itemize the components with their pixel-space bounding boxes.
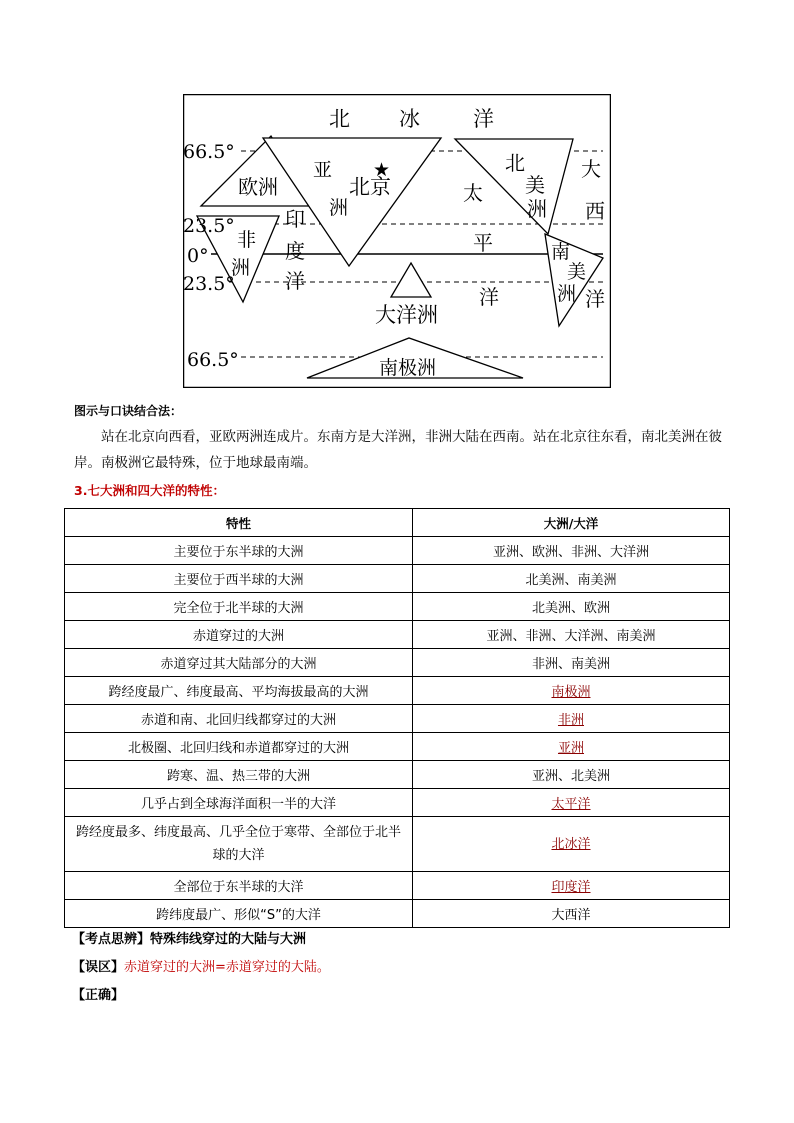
zhengque-tag: 【正确】 [72,988,125,1003]
features-table [64,508,730,928]
feature-cell: 赤道穿过其大陆部分的大洲 [65,649,413,677]
header-feature: 特性 [65,509,413,537]
beijing-label: 北京 [349,175,391,199]
star-icon: ★ [373,159,391,181]
asia-label-1: 亚 [313,159,333,181]
antarctica-label: 南极洲 [379,357,437,379]
feature-cell: 北极圈、北回归线和赤道都穿过的大洲 [65,733,413,761]
lat-label-66n: 66.5° [183,141,235,163]
table-row [65,593,730,621]
answer-cell [413,789,730,817]
method-text: 站在北京向西看，亚欧两洲连成片。东南方是大洋洲，非洲大陆在西南。站在北京往东看，南北美洲在彼岸。南极洲它最特殊，位于地球最南端。 [74,429,722,471]
arctic-ocean-label-1: 北 [329,107,350,131]
north-america-label-2: 美 [525,173,545,197]
pacific-label-2: 平 [473,231,493,255]
lat-label-23s: 23.5° [183,273,235,295]
south-america-label-2: 美 [567,261,587,283]
north-america-label-3: 洲 [527,197,547,221]
feature-cell: 全部位于东半球的大洋 [65,872,413,900]
africa-label-1: 非 [237,229,257,251]
answer-text: 北冰洋 [551,836,591,852]
lat-label-0: 0° [187,245,209,267]
answer-cell: 亚洲、北美洲 [413,761,730,789]
table-header-row [65,509,730,537]
south-america-label-1: 南 [551,241,571,263]
answer-text: 南极洲 [551,685,591,700]
oceania-shape [391,263,431,297]
table-row [65,705,730,733]
table-row [65,733,730,761]
table-row [65,677,730,705]
lat-label-23n: 23.5° [183,215,235,237]
feature-cell: 完全位于北半球的大洲 [65,593,413,621]
answer-text: 太平洋 [551,797,591,812]
feature-cell: 主要位于东半球的大洲 [65,537,413,565]
feature-cell: 几乎占到全球海洋面积一半的大洋 [65,789,413,817]
answer-cell [413,872,730,900]
africa-label-2: 洲 [231,257,251,279]
answer-cell [413,705,730,733]
table-row [65,565,730,593]
atlantic-label-3: 洋 [585,287,605,311]
section-title: 3.七大洲和四大洋的特性： [74,483,225,498]
table-row [65,817,730,872]
feature-cell: 赤道穿过的大洲 [65,621,413,649]
table-row [65,537,730,565]
table-row [65,872,730,900]
feature-cell: 跨寒、温、热三带的大洲 [65,761,413,789]
answer-cell [413,733,730,761]
atlantic-label-1: 大 [581,157,601,181]
answer-text: 亚洲 [557,741,584,756]
south-america-label-3: 洲 [557,283,577,305]
lat-label-66s: 66.5° [187,349,239,371]
europe-label: 欧洲 [238,175,278,199]
north-america-label-1: 北 [505,151,525,175]
answer-cell: 北美洲、南美洲 [413,565,730,593]
pacific-label-3: 洋 [479,285,499,309]
answer-cell: 亚洲、欧洲、非洲、大洋洲 [413,537,730,565]
feature-cell: 跨经度最多、纬度最高、几乎全位于寒带、全部位于北半球的大洋 [65,817,413,872]
kaodian-heading: 【考点思辨】特殊纬线穿过的大陆与大洲 [72,932,307,947]
wuqu-line [72,956,330,975]
indian-ocean-label-2: 度 [285,239,305,263]
answer-cell [413,817,730,872]
header-answer: 大洲/大洋 [413,509,730,537]
feature-cell: 跨经度最广、纬度最高、平均海拔最高的大洲 [65,677,413,705]
table-row [65,789,730,817]
table-row [65,900,730,928]
oceania-label: 大洋洲 [375,303,438,327]
atlantic-label-2: 西 [585,199,605,223]
asia-label-2: 洲 [329,197,349,219]
continents-map [183,94,611,388]
indian-ocean-label-3: 洋 [285,269,305,293]
answer-cell: 北美洲、欧洲 [413,593,730,621]
answer-cell: 亚洲、非洲、大洋洲、南美洲 [413,621,730,649]
arctic-ocean-label-3: 洋 [473,107,494,131]
wuqu-tag: 【误区】 [72,960,125,975]
feature-cell: 主要位于西半球的大洲 [65,565,413,593]
table-row [65,621,730,649]
method-heading: 图示与口诀结合法： [74,404,183,418]
wuqu-text: 赤道穿过的大洲=赤道穿过的大陆。 [124,960,330,975]
answer-text: 非洲 [557,713,584,728]
arctic-ocean-label-2: 冰 [399,107,420,131]
table-row [65,761,730,789]
pacific-label-1: 太 [463,181,483,205]
answer-cell: 非洲、南美洲 [413,649,730,677]
feature-cell: 赤道和南、北回归线都穿过的大洲 [65,705,413,733]
answer-cell: 大西洋 [413,900,730,928]
table-row [65,649,730,677]
answer-text: 印度洋 [551,880,591,895]
answer-cell [413,677,730,705]
feature-cell: 跨纬度最广、形似“S”的大洋 [65,900,413,928]
indian-ocean-label-1: 印 [285,207,305,231]
